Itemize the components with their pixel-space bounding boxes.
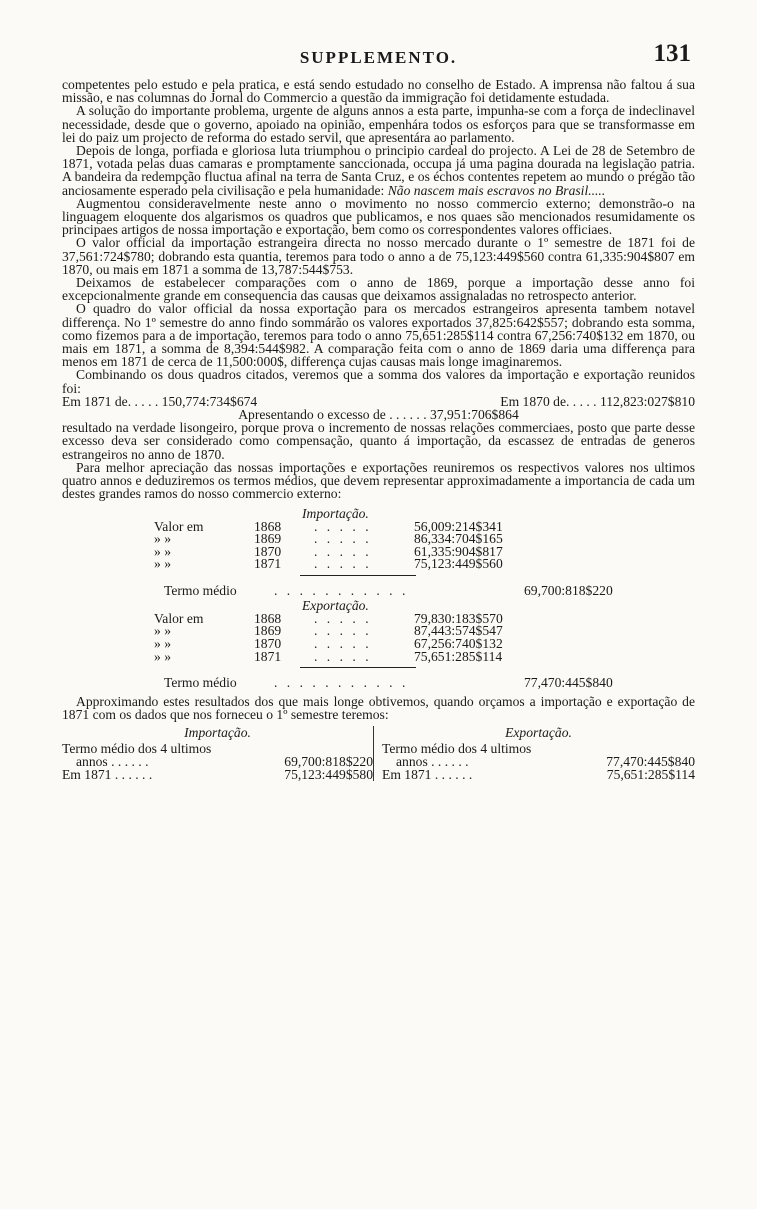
comparison-line: Termo médio dos 4 ultimos	[382, 740, 532, 756]
line-value: 69,700:818$220	[284, 753, 374, 769]
comparison	[62, 726, 695, 782]
page-number: 131	[653, 40, 691, 67]
export-average	[164, 676, 724, 689]
row-value: 67,256:740$132	[414, 636, 503, 652]
export-caption: Exportação.	[302, 597, 369, 613]
row-dots: . . . . .	[314, 531, 372, 547]
line-value: 75,123:449$580	[284, 767, 374, 783]
row-label: » »	[154, 648, 171, 664]
row-value: 75,651:285$114	[414, 648, 503, 664]
paragraph: Para melhor apreciação das nossas importações e exportações reuniremos os respectivos valores nos ultimos quatro annos e deduziremos os termos médios, que devem representar approximadamente a importancia de cada um destes grandes ramos do nosso commercio externo:	[62, 459, 695, 502]
excess-line: Apresentando o excesso de . . . . . . 37,951:706$864	[238, 407, 519, 423]
average-value: 77,470:445$840	[524, 675, 613, 691]
paragraph: competentes pelo estudo e pela pratica, e está sendo estudado no conselho de Estado. A imprensa não faltou á sua missão, e nas columnas do Jornal do Commercio a questão da immigração foi detidamente estudada.	[62, 77, 695, 106]
paragraph: Approximando estes resultados dos que mais longe obtivemos, quando orçamos a importação e exportação de 1871 com os dados que nos forneceu o 1º semestre teremos:	[62, 694, 695, 723]
paragraph-text: Depois de longa, porfiada e gloriosa luta triumphou o principio cardeal do projecto. A Lei de 28 de Setembro de 1871, votada pelas duas camaras e promptamente sanccionada, occupa já uma pagina dourada na legislação patria. A bandeira da redempção fluctua afinal na terra de Santa Cruz, e os échos contentes repetem ao mundo o prégão tão anciosamente esperado pela civilisação e pela humanidade:	[62, 143, 695, 198]
import-table	[154, 518, 695, 572]
comparison-import	[62, 726, 373, 782]
line-label: Em 1871 . . . . . .	[62, 767, 153, 783]
comparison-line: Termo médio dos 4 ultimos	[62, 740, 212, 756]
paragraph-quote: Não nascem mais escravos no Brasil.....	[387, 182, 606, 198]
row-label: » »	[154, 543, 171, 559]
table-row	[154, 648, 574, 664]
paragraph: O valor official da importação estrangeira directa no nosso mercado durante o 1º semestre de 1871 foi de 37,561:724$780; dobrando esta quantia, teremos para todo o anno a de 75,123:449$560 contra 61,335:904$807 em 1870, ou mais em 1871 a somma de 13,787:544$753.	[62, 235, 695, 277]
line-value: 77,470:445$840	[606, 753, 695, 769]
row-value: 87,443:574$547	[414, 623, 503, 639]
average-label: Termo médio	[164, 582, 237, 598]
row-year: 1868	[254, 518, 282, 534]
row-year: 1870	[254, 543, 282, 559]
import-average	[164, 584, 724, 597]
row-dots: . . . . .	[314, 556, 372, 572]
average-dots: . . . . . . . . . . .	[274, 675, 409, 691]
row-label: » »	[154, 556, 171, 572]
row-year: 1868	[254, 610, 282, 626]
average-dots: . . . . . . . . . . .	[274, 582, 409, 598]
header-title: SUPPLEMENTO.	[299, 48, 458, 67]
row-year: 1869	[254, 531, 282, 547]
paragraph: Deixamos de estabelecer comparações com o anno de 1869, porque a importação desse anno foi excepcionalmente grande em consequencia das causas que deixamos assignaladas no retrospecto anterior.	[62, 275, 695, 304]
import-caption: Importação.	[302, 505, 369, 521]
export-table	[154, 610, 695, 664]
row-dots: . . . . .	[314, 518, 372, 534]
column-heading: Importação.	[184, 724, 251, 740]
row-label: » »	[154, 623, 171, 639]
comparison-line	[62, 768, 373, 781]
row-value: 56,009:214$341	[414, 518, 503, 534]
paragraph: resultado na verdade lisongeiro, porque prova o incremento de nossas relações commerciaes, posto que parte desse excesso deva ser considerado como compensação, quanto á importação, da escassez de entradas de generos estrangeiros no anno de 1870.	[62, 420, 695, 462]
row-value: 79,830:183$570	[414, 610, 503, 626]
row-label: » »	[154, 531, 171, 547]
paragraph: O quadro do valor official da nossa exportação para os mercados estrangeiros apresenta tambem notavel differença. No 1º semestre do anno findo sommárão os valores exportados 37,825:642$557; dobrando esta somma, como fizemos para a de importação, teremos para todo o anno 75,651:285$114 contra 67,256:740$132 em 1870, ou mais em 1871, a somma de 8,394:544$982. A comparação feita com o anno de 1869 daria uma differença para menos em 1871 de cerca de 11,500:000$, differença cujas causas mais longe imaginaremos.	[62, 301, 695, 370]
total-1870: Em 1870 de. . . . . 112,823:027$810	[500, 393, 695, 409]
average-value: 69,700:818$220	[524, 582, 613, 598]
row-value: 86,334:704$165	[414, 531, 503, 547]
row-dots: . . . . .	[314, 636, 372, 652]
comparison-line	[382, 768, 695, 781]
line-label: Em 1871 . . . . . .	[382, 767, 473, 783]
line-label: annos . . . . . .	[396, 753, 469, 769]
row-label: » »	[154, 636, 171, 652]
average-label: Termo médio	[164, 675, 237, 691]
row-dots: . . . . .	[314, 623, 372, 639]
comparison-export	[373, 726, 695, 782]
row-year: 1869	[254, 623, 282, 639]
paragraph: A solução do importante problema, urgente de alguns annos a esta parte, impunha-se com a força de indeclinavel necessidade, desde que o governo, apoiado na opinião, empenhára todos os esforços para que se transformasse em lei do paiz um projecto de reforma do estado servil, que apresentára ao parlamento.	[62, 103, 695, 145]
row-label: Valor em	[154, 610, 204, 626]
row-year: 1870	[254, 636, 282, 652]
sum-rule	[300, 667, 416, 668]
paragraph	[62, 144, 695, 197]
line-label: annos . . . . . .	[76, 753, 149, 769]
paragraph: Augmentou consideravelmente neste anno o movimento no nosso commercio externo; demonstrão-o na linguagem eloquente dos algarismos os quadros que publicamos, e nos quaes são mencionados resumidamente os principaes artigos de nossa importação e exportação, bem como os correspondentes valores officiaes.	[62, 195, 695, 238]
page-header	[62, 40, 695, 78]
row-year: 1871	[254, 556, 282, 572]
row-dots: . . . . .	[314, 648, 372, 664]
row-label: Valor em	[154, 518, 204, 534]
paragraph: Combinando os dous quadros citados, veremos que a somma dos valores da importação e exportação reunidos foi:	[62, 367, 695, 396]
sum-rule	[300, 575, 416, 576]
total-1871: Em 1871 de. . . . . 150,774:734$674	[62, 393, 258, 409]
column-heading: Exportação.	[505, 724, 572, 740]
row-dots: . . . . .	[314, 610, 372, 626]
row-value: 61,335:904$817	[414, 543, 503, 559]
line-value: 75,651:285$114	[606, 767, 695, 783]
row-year: 1871	[254, 648, 282, 664]
row-dots: . . . . .	[314, 543, 372, 559]
table-row	[154, 558, 574, 571]
row-value: 75,123:449$560	[414, 556, 503, 572]
